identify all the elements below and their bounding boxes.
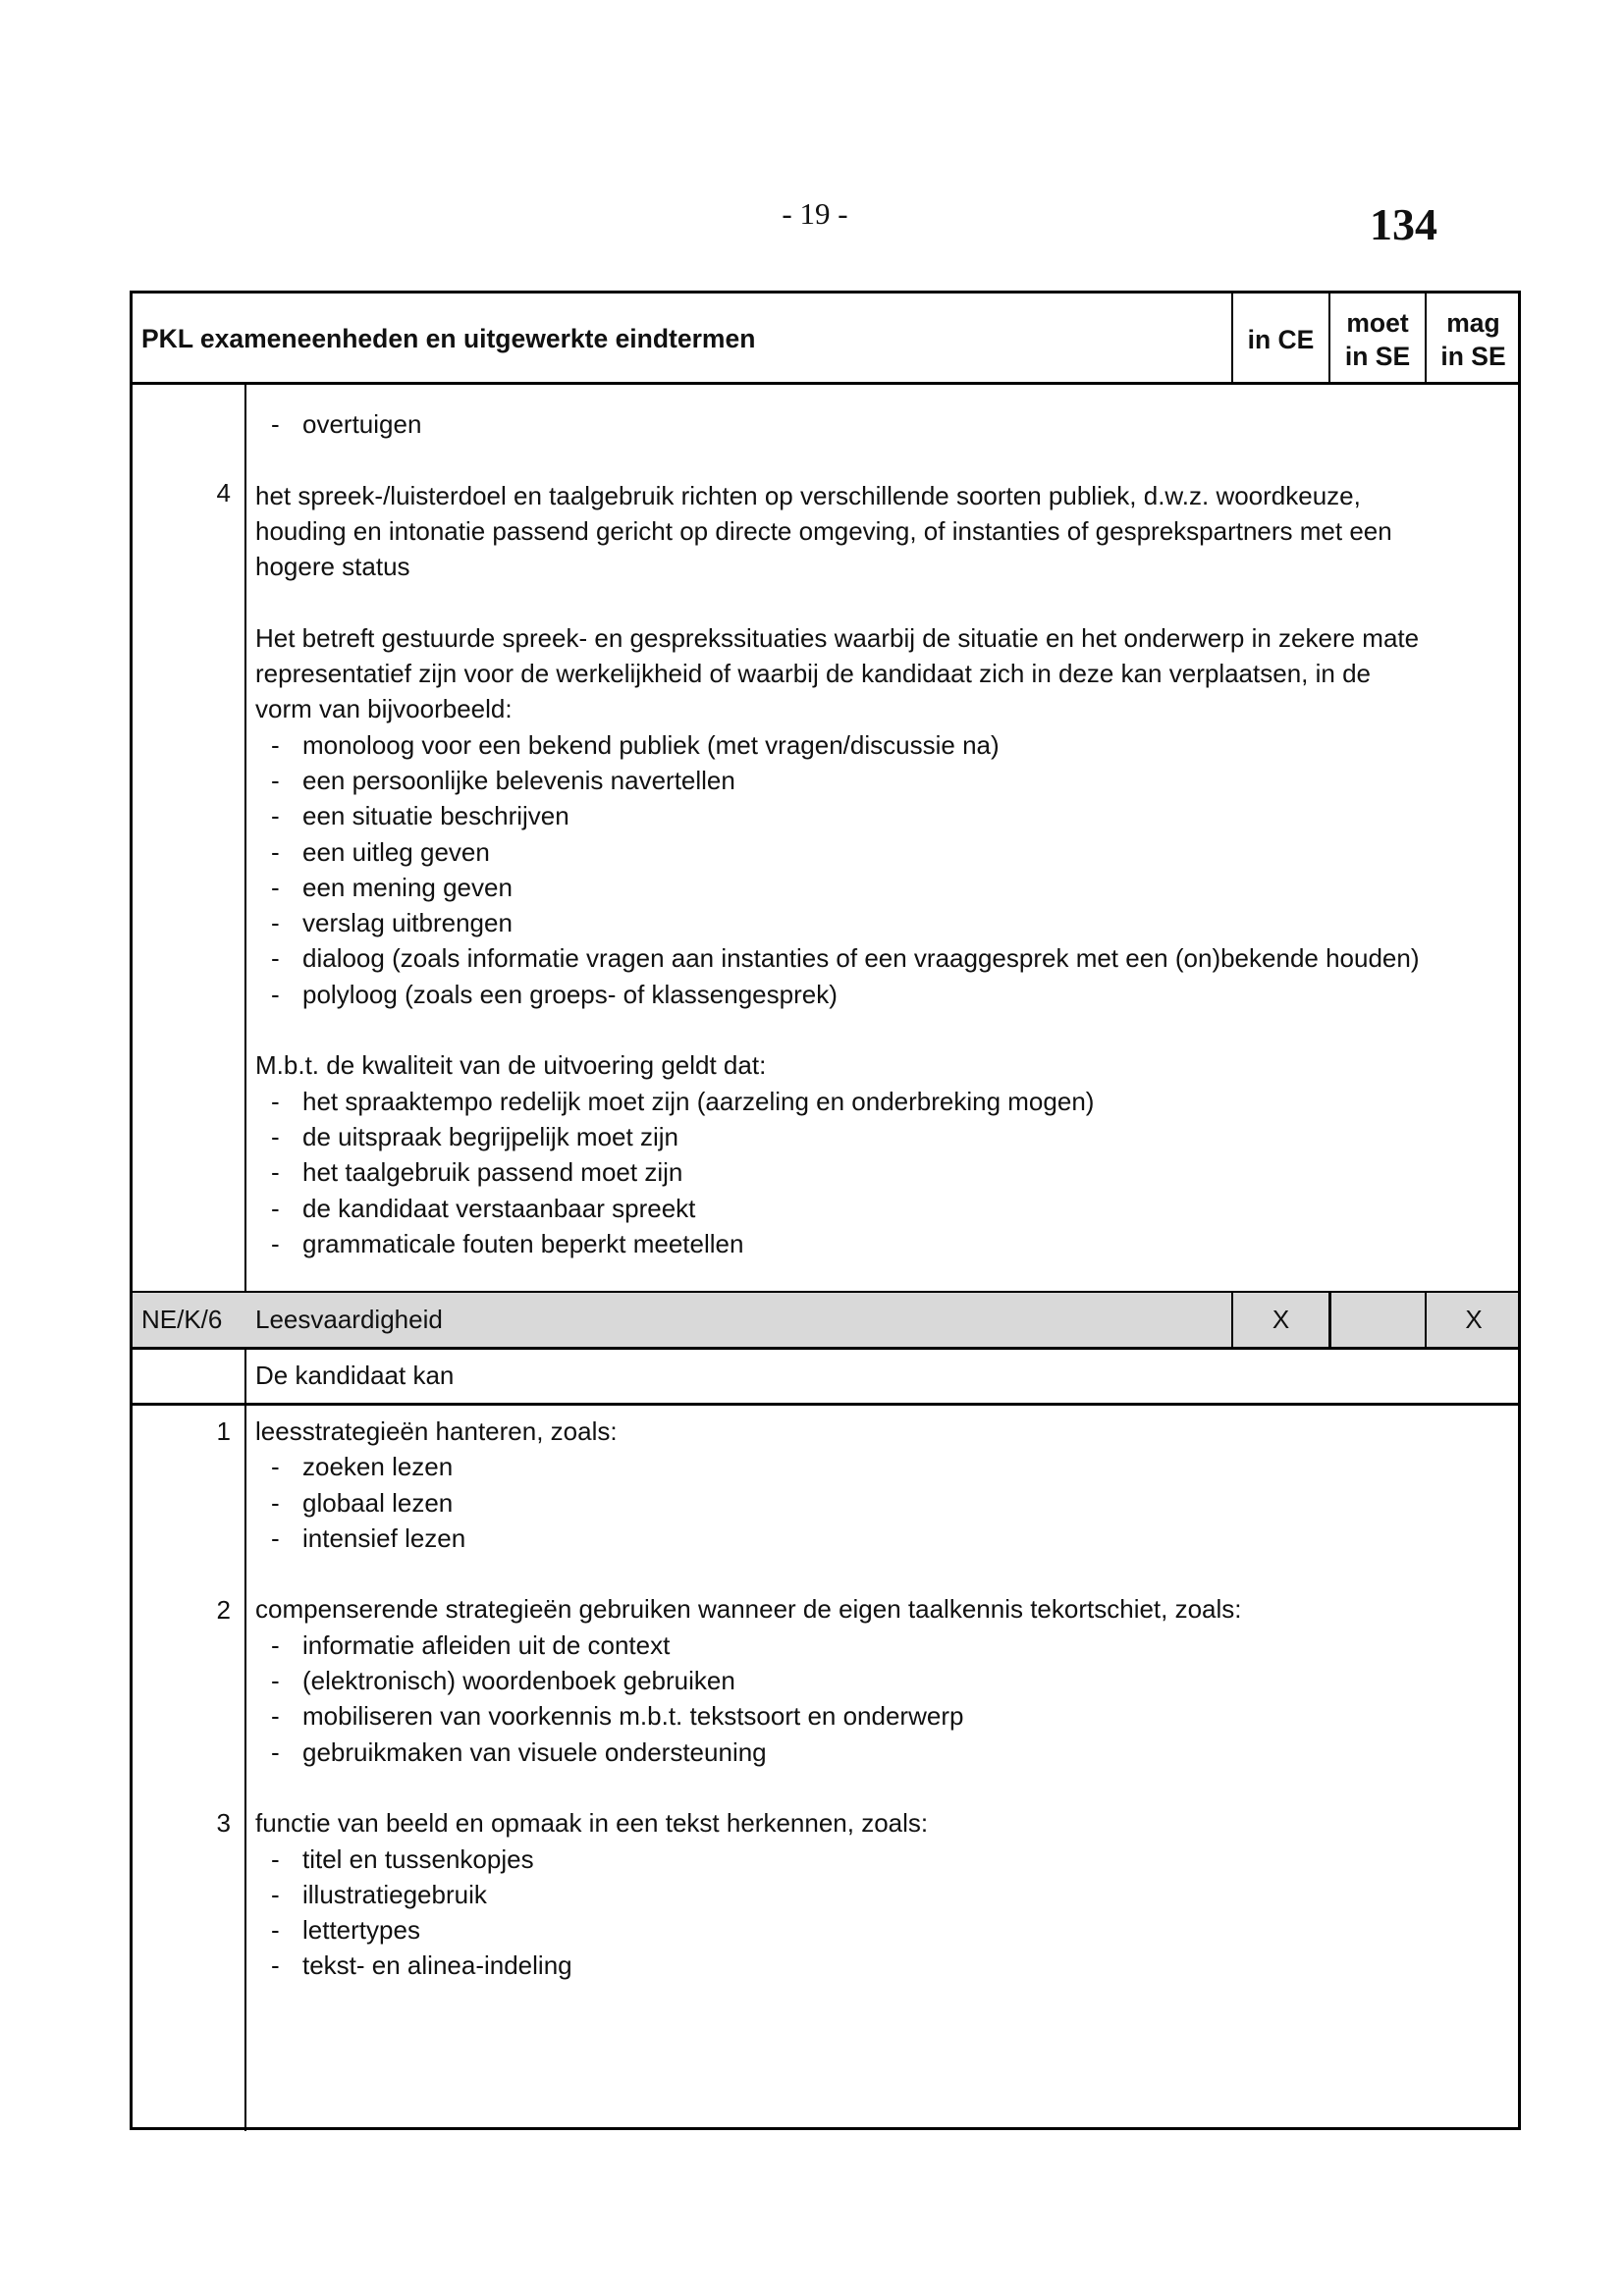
list-item: - een uitleg geven [271,836,490,867]
list-item: - verslag uitbrengen [271,908,513,938]
divider [1328,1293,1331,1348]
item-number: 4 [216,478,231,507]
list-item: - een situatie beschrijven [271,801,569,831]
items-content [255,1414,1242,1984]
eindtermen-table [130,291,1521,2130]
header-moet-line1: moet [1346,307,1409,338]
list-item: - lettertypes [271,1915,420,1946]
item-4-line: hogere status [255,552,410,582]
item-3-text: functie van beeld en opmaak in een tekst herkennen, zoals: [255,1808,929,1839]
list-item: - grammaticale fouten beperkt meetellen [271,1228,744,1258]
list-item: - het taalgebruik passend moet zijn [271,1157,683,1188]
divider [133,1291,1518,1293]
item-2-text: compenserende strategieën gebruiken wanneer de eigen taalkennis tekortschiet, zoals: [255,1594,1242,1625]
header-mag-line1: mag [1446,307,1500,338]
list-item: - een persoonlijke belevenis navertellen [271,765,735,795]
number-column-divider [244,385,246,2131]
divider [1231,294,1233,385]
continued-content [255,406,1420,1261]
list-item: - mobiliseren van voorkennis m.b.t. tekstsoort en onderwerp [271,1701,964,1732]
list-item: - (elektronisch) woordenboek gebruiken [271,1666,735,1696]
divider [133,382,1518,385]
list-item: - dialoog (zoals informatie vragen aan instanties of een vraaggesprek met een (on)bekende houden) [271,943,1420,974]
list-item: - overtuigen [271,409,422,439]
context-line: vorm van bijvoorbeeld: [255,694,513,724]
list-item: - het spraaktempo redelijk moet zijn (aarzeling en onderbreking mogen) [271,1086,1095,1116]
list-item: - een mening geven [271,872,513,902]
quality-intro: M.b.t. de kwaliteit van de uitvoering geldt dat: [255,1050,767,1081]
list-item: - illustratiegebruik [271,1879,487,1909]
item-number: 3 [216,1808,231,1839]
table-header-in-ce: in CE [1247,324,1315,354]
list-item: - titel en tussenkopjes [271,1843,534,1874]
list-item: - tekst- en alinea-indeling [271,1950,572,1981]
list-item: - polyloog (zoals een groeps- of klassengesprek) [271,979,838,1009]
header-mag-line2: in SE [1440,341,1506,371]
list-item: - globaal lezen [271,1487,454,1518]
list-item: - monoloog voor een bekend publiek (met vragen/discussie na) [271,729,1000,760]
list-item: - de kandidaat verstaanbaar spreekt [271,1193,696,1223]
list-item: - de uitspraak begrijpelijk moet zijn [271,1121,678,1151]
table-header-title: PKL exameneenheden en uitgewerkte eindtermen [141,324,756,353]
divider [1425,294,1427,385]
in-ce-mark: X [1272,1305,1290,1334]
list-item: - informatie afleiden uit de context [271,1629,671,1660]
context-line: representatief zijn voor de werkelijkheid of waarbij de kandidaat zich in deze kan verplaatsen, in de [255,659,1371,689]
item-1-text: leesstrategieën hanteren, zoals: [255,1416,618,1446]
mag-in-se-mark: X [1465,1305,1483,1334]
header-moet-line2: in SE [1344,341,1411,371]
folio-number: 134 [1370,199,1437,249]
page-number: - 19 - [782,196,848,231]
item-number: 2 [216,1594,231,1625]
context-line: Het betreft gestuurde spreek- en gesprekssituaties waarbij de situatie en het onderwerp in zekere mate [255,622,1420,653]
divider [133,1347,1518,1350]
list-item: - gebruikmaken van visuele ondersteuning [271,1736,767,1767]
item-4-line: het spreek-/luisterdoel en taalgebruik richten op verschillende soorten publiek, d.w.z. woordkeuze, [255,480,1361,510]
unit-title: Leesvaardigheid [255,1305,443,1334]
table-header-moet-in-se [1329,294,1426,385]
unit-code: NE/K/6 [141,1305,223,1334]
item-4-line: houding en intonatie passend gericht op directe omgeving, of instanties of gesprekspartners met een [255,515,1392,546]
divider [1328,294,1330,385]
divider [133,1403,1518,1406]
list-item: - intensief lezen [271,1522,466,1553]
list-item: - zoeken lezen [271,1452,454,1482]
item-number: 1 [216,1416,231,1446]
table-header-mag-in-se [1426,294,1521,385]
unit-intro: De kandidaat kan [255,1361,455,1390]
